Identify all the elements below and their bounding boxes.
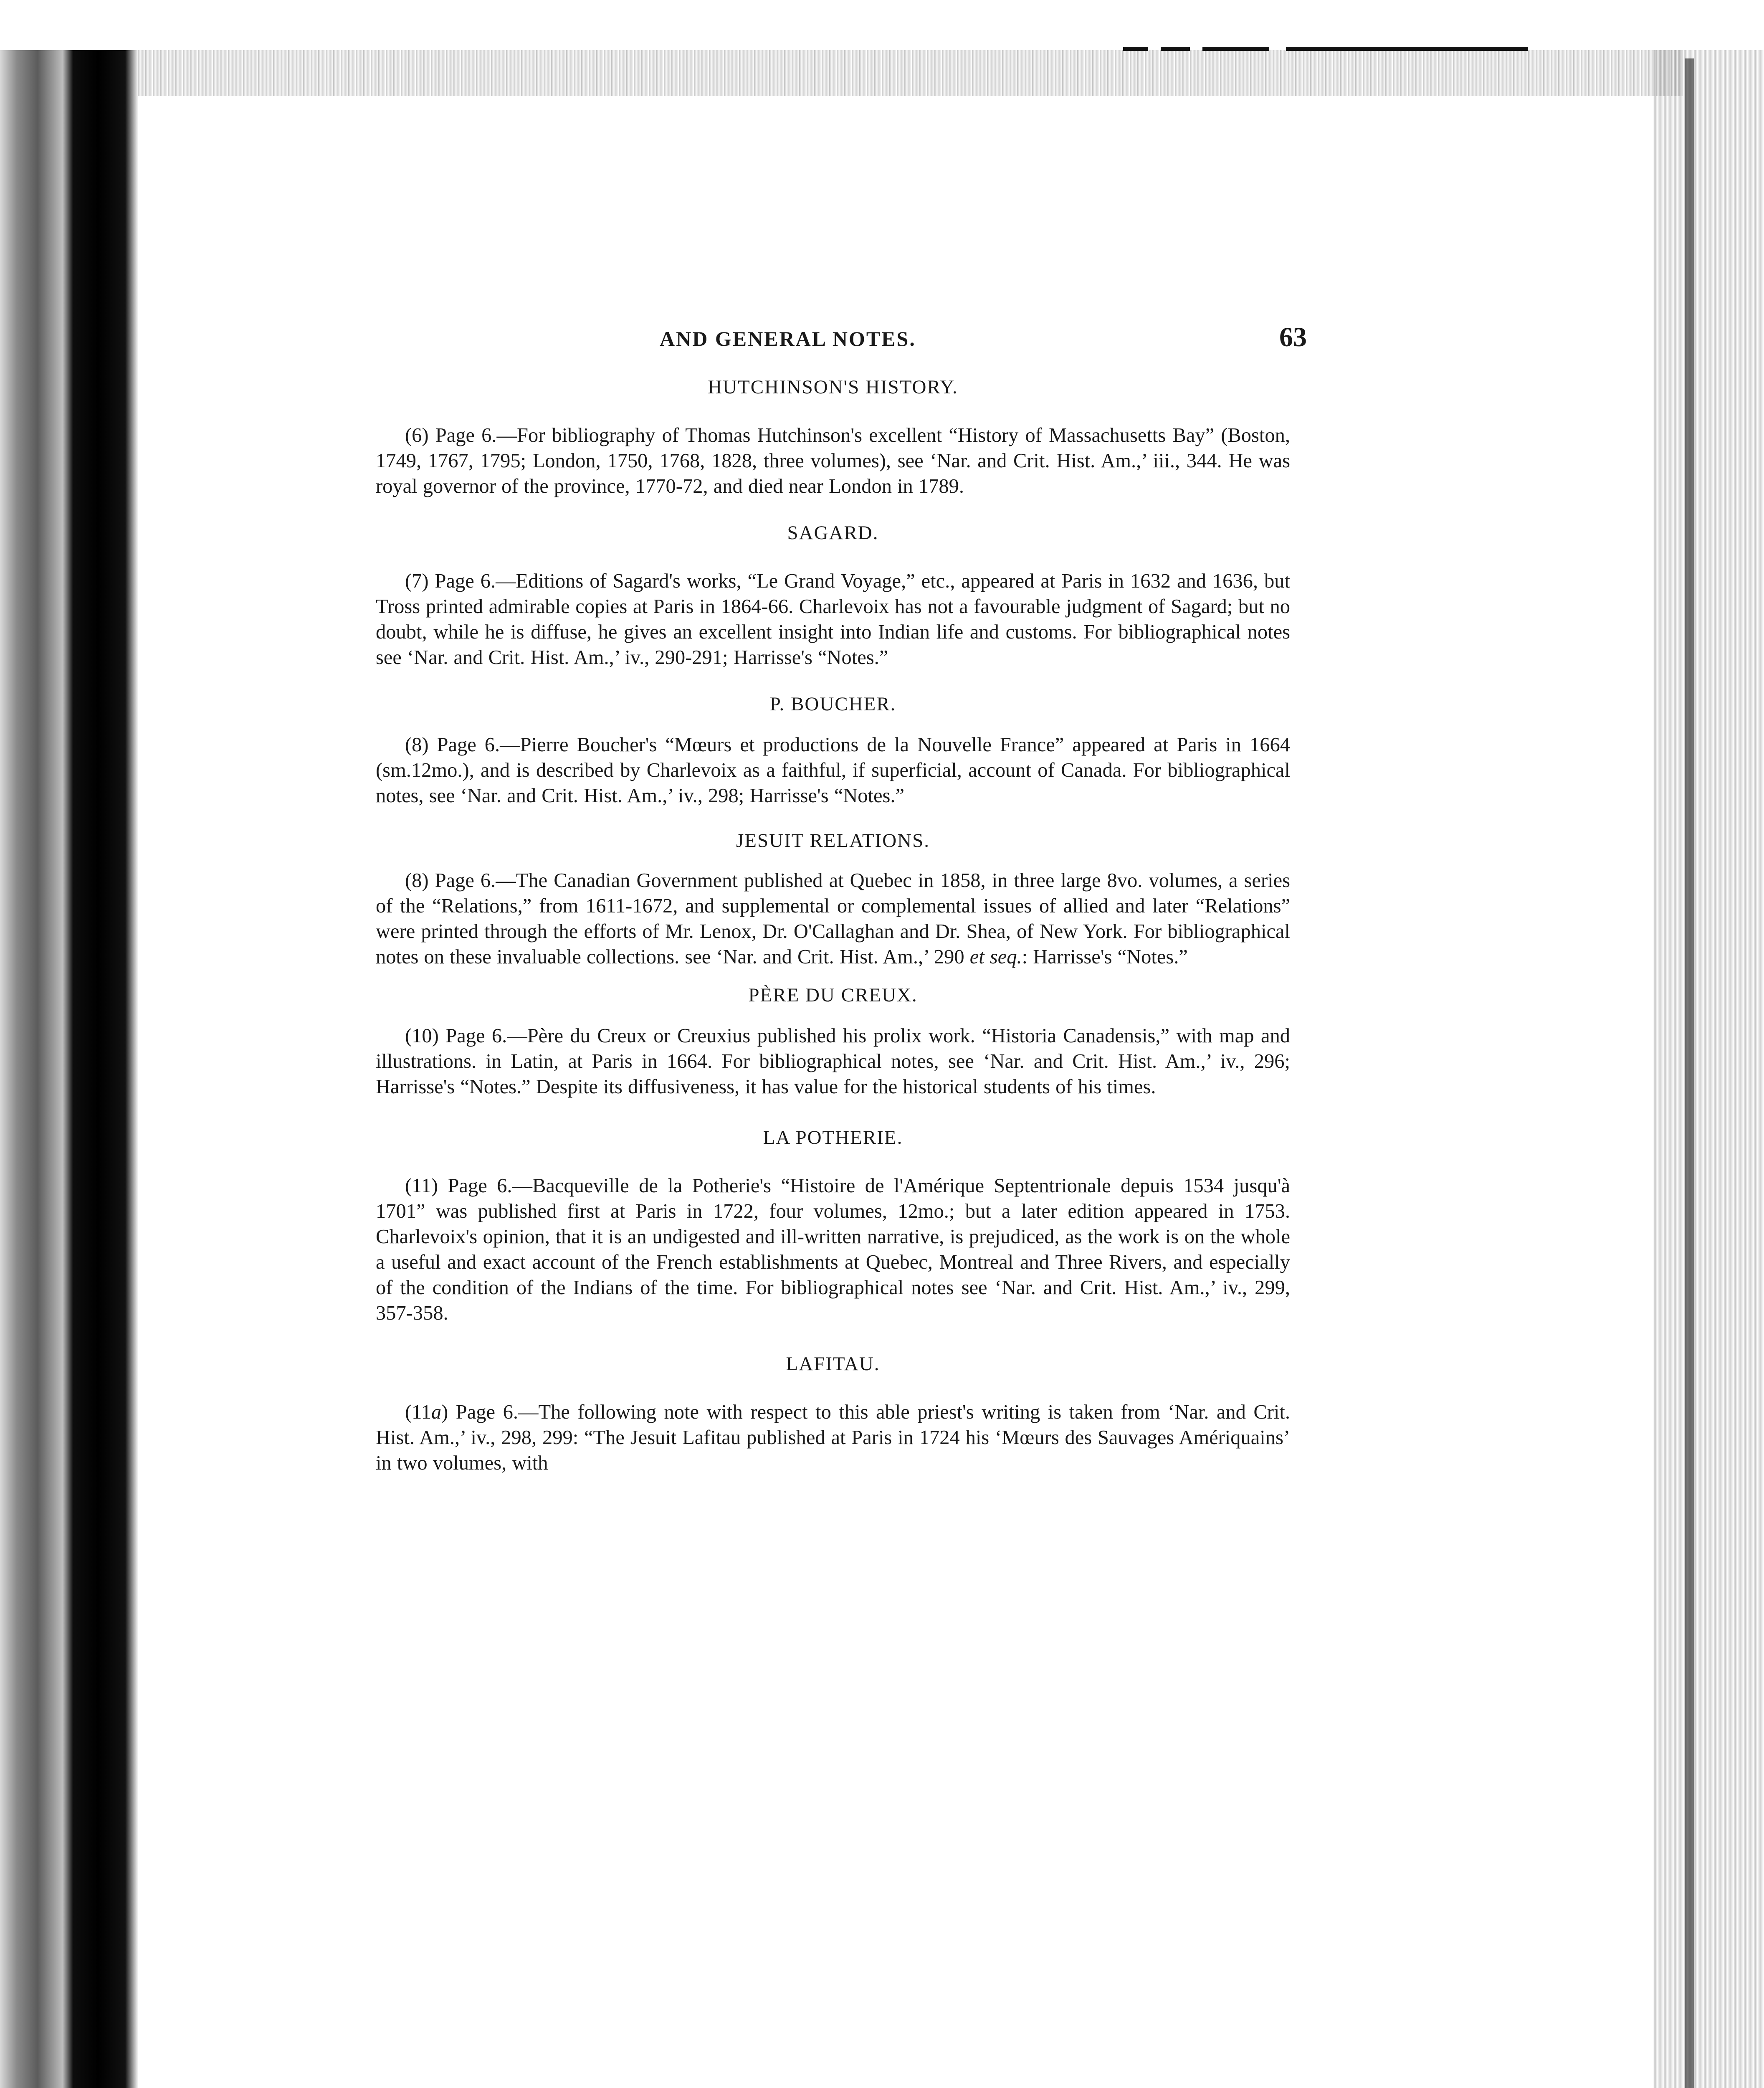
- section-heading: P. BOUCHER.: [769, 693, 896, 715]
- page-number: 63: [1279, 322, 1307, 352]
- note-paragraph: (7) Page 6.—Editions of Sagard's works, “Le Grand Voyage,” etc., appeared at Paris in 1632 and 1636, but Tross printed admirable copies at Paris in 1864-66. Charlevoix has not a favourable judgment of Sagard; but no doubt, while he is diffuse, he gives an excellent insight into Indian life and customs. For bibliographical notes see ‘Nar. and Crit. Hist. Am.,’ iv., 290-291; Harrisse's “Notes.”: [376, 570, 1290, 669]
- scan-top-edge-noise: [138, 50, 1683, 96]
- note-paragraph: [376, 868, 1290, 970]
- scan-right-edge-line: [1685, 58, 1694, 2088]
- note-paragraph: (11) Page 6.—Bacqueville de la Potherie's “Histoire de l'Amérique Septentrionale depuis 1534 jusqu'à 1701” was published first at Paris in 1722, four volumes, 12mo.; but a later edition appeared in 1753. Charlevoix's opinion, that it is an undigested and ill-written narrative, is prejudiced, as the work is on the whole a useful and exact account of the French establishments at Quebec, Montreal and Three Rivers, and especially of the condition of the Indians of the time. For bibliographical notes see ‘Nar. and Crit. Hist. Am.,’ iv., 299, 357-358.: [376, 1175, 1290, 1324]
- section-heading: JESUIT RELATIONS.: [736, 830, 930, 851]
- section-heading: PÈRE DU CREUX.: [748, 984, 918, 1006]
- note-paragraph-italic: et seq.: [969, 946, 1022, 968]
- note-paragraph-text: : Harrisse's “Notes.”: [1022, 946, 1188, 968]
- scan-top-mark: [1123, 47, 1148, 51]
- note-paragraph-text: (8) Page 6.—The Canadian Government published at Quebec in 1858, in three large 8vo. volumes, a series of the “Relations,” from 1611-1672, and supplemental or complemental issues of allied and later “Relations” were printed through the efforts of Mr. Lenox, Dr. O'Callaghan and Dr. Shea, of New York. For bibliographical notes on these invaluable collections. see ‘Nar. and Crit. Hist. Am.,’ 290: [376, 869, 1290, 968]
- scan-top-mark: [1286, 47, 1528, 51]
- page-text-block: [376, 322, 1307, 1476]
- running-head-title: AND GENERAL NOTES.: [660, 327, 916, 350]
- scan-binding-shadow: [0, 50, 138, 2088]
- note-paragraph-italic: a: [431, 1401, 442, 1423]
- note-paragraph: (8) Page 6.—Pierre Boucher's “Mœurs et productions de la Nouvelle France” appeared at Paris in 1664 (sm.12mo.), and is described by Charlevoix as a faithful, if superficial, account of Canada. For bibliographical notes, see ‘Nar. and Crit. Hist. Am.,’ iv., 298; Harrisse's “Notes.”: [376, 734, 1290, 807]
- section-heading: SAGARD.: [787, 522, 879, 544]
- note-paragraph: (6) Page 6.—For bibliography of Thomas Hutchinson's excellent “History of Massachusetts Bay” (Boston, 1749, 1767, 1795; London, 1750, 1768, 1828, three volumes), see ‘Nar. and Crit. Hist. Am.,’ iii., 344. He was royal governor of the province, 1770-72, and died near London in 1789.: [376, 424, 1290, 497]
- scan-top-mark: [1161, 47, 1190, 51]
- running-head: [376, 322, 1307, 359]
- note-paragraph-text: (11: [405, 1401, 431, 1423]
- section-heading: LA POTHERIE.: [763, 1127, 903, 1148]
- note-paragraph: [376, 1399, 1290, 1476]
- scan-top-mark: [1202, 47, 1269, 51]
- section-heading: LAFITAU.: [786, 1353, 880, 1375]
- note-paragraph: (10) Page 6.—Père du Creux or Creuxius published his prolix work. “Historia Canadensis,” with map and illustrations. in Latin, at Paris in 1664. For bibliographical notes, see ‘Nar. and Crit. Hist. Am.,’ iv., 296; Harrisse's “Notes.” Despite its diffusiveness, it has value for the historical students of his times.: [376, 1025, 1290, 1098]
- note-paragraph-text: ) Page 6.—The following note with respect to this able priest's writing is taken from ‘Nar. and Crit. Hist. Am.,’ iv., 298, 299: “The Jesuit Lafitau published at Paris in 1724 his ‘Mœurs des Sauvages Amériquains’ in two volumes, with: [376, 1401, 1290, 1474]
- scan-right-edge-noise: [1653, 50, 1764, 2088]
- section-heading: HUTCHINSON'S HISTORY.: [708, 376, 958, 398]
